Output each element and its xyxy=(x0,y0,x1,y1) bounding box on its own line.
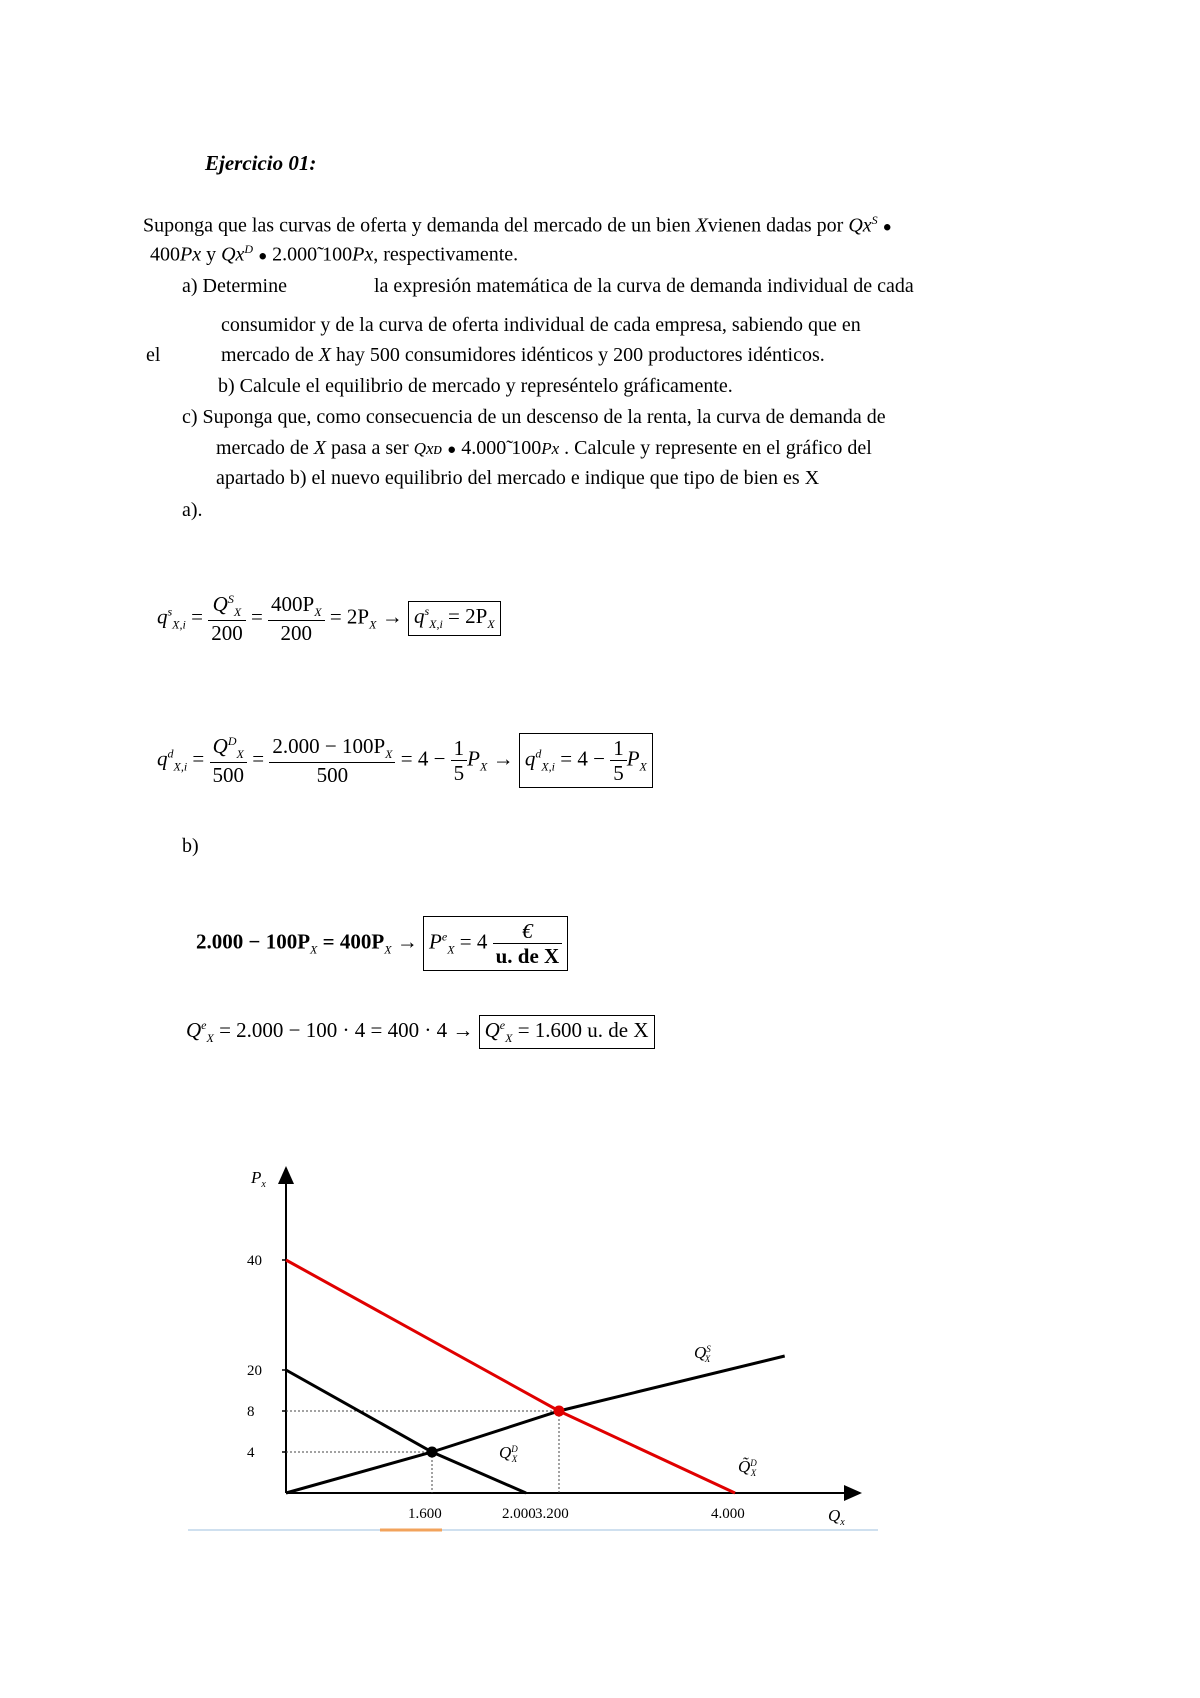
part-b-text: b) Calcule el equilibrio de mercado y represéntelo gráficamente. xyxy=(218,375,733,397)
equilibrium-point-1 xyxy=(427,1447,438,1458)
part-a-label: a) Determine xyxy=(182,275,287,297)
result-box-supply: $q^s_{X,i} = 2P_X$ xyxy=(408,601,501,635)
part-a-el: el xyxy=(146,344,161,366)
bullet-icon: ● xyxy=(258,248,268,265)
result-box-demand: $q^d_{X,i} = 4$ − $\frac{1}{5}$ $P_X$ xyxy=(519,733,653,788)
y-tick-label: 20 xyxy=(247,1363,262,1379)
part-c-line-1: c) Suponga que, como consecuencia de un descenso de la renta, la curva de demanda de xyxy=(182,406,886,428)
part-c-line-3: apartado b) el nuevo equilibrio del mercado e indique que tipo de bien es X xyxy=(216,467,820,489)
part-a-line-2: consumidor y de la curva de oferta individual de cada empresa, sabiendo que en xyxy=(221,314,861,336)
x-axis-label: $Q_x$ xyxy=(828,1506,845,1528)
exercise-title: Ejercicio 01: xyxy=(205,151,317,175)
demand-curve-label: $Q^D$ X xyxy=(499,1443,518,1464)
result-box-quantity: $Q^e_X = 1.600$ u. de X xyxy=(479,1015,655,1049)
y-tick-label: 4 xyxy=(247,1445,255,1461)
bullet-icon: ● xyxy=(882,219,892,236)
x-tick-label: 4.000 xyxy=(711,1506,745,1522)
y-tick-label: 40 xyxy=(247,1253,262,1269)
equilibrium-point-2 xyxy=(554,1406,565,1417)
answer-a-label: a). xyxy=(182,499,203,521)
intro-line-1: Suponga que las curvas de oferta y demanda del mercado de un bien Xvienen dadas por $Qx^S$ ● xyxy=(143,213,892,237)
equation-equilibrium-quantity: $Q^e_X = 2.000 - 100 \cdot 4 = 400 \cdot 4 \to Q^e_X = 1.600$ u. de X xyxy=(186,1015,655,1049)
y-axis-label: $P_x$ xyxy=(251,1168,266,1190)
x-tick-label: 3.200 xyxy=(535,1506,569,1522)
demand-line xyxy=(286,1370,526,1493)
equation-demand-individual: $q^d_{X,i}$ = $\frac{Q^D_X}{500}$ = $\frac{2.000 - 100P_X}{500}$ = 4 − $\frac{1}{5}$ $P_X \to q^d_{X,i} = 4$ − $\frac{1}{5}$ $P_X$ xyxy=(157,733,653,788)
y-tick-label: 8 xyxy=(247,1404,255,1420)
part-c-line-2: mercado de X pasa a ser Qxᴅ ● 4.000 100Px . Calcule y represente en el gráfico del xyxy=(216,437,872,459)
equation-equilibrium-price: $2.000 - 100P_X = 400P_X \to P^e_X = 4$ $\frac{€}{\text{u. de X}}$ xyxy=(196,916,568,971)
answer-b-label: b) xyxy=(182,835,199,857)
equation-supply-individual: $q^s_{X,i}$ = $\frac{Q^S_X}{200}$ = $\frac{400P_X}{200}$ = $2P_X \to q^s_{X,i} = 2P_X$ xyxy=(157,592,501,645)
part-a-line-1: la expresión matemática de la curva de demanda individual de cada xyxy=(374,275,914,297)
intro-line-2: 400Px y $Qx^D$ ● 2.000 100Px, respectivamente. xyxy=(150,242,519,266)
part-a-line-3: mercado de X hay 500 consumidores idénticos y 200 productores idénticos. xyxy=(221,344,825,366)
supply-line xyxy=(286,1356,785,1493)
supply-curve-label: $Q^S$ X xyxy=(694,1343,711,1364)
x-tick-label: 2.000 xyxy=(502,1506,536,1522)
result-box-price: $P^e_X = 4$ $\frac{€}{\text{u. de X}}$ xyxy=(423,916,568,971)
x-tick-label: 1.600 xyxy=(408,1506,442,1522)
new-demand-curve-label: Q̃$^D$ X xyxy=(738,1457,757,1478)
bullet-icon: ● xyxy=(447,442,457,458)
